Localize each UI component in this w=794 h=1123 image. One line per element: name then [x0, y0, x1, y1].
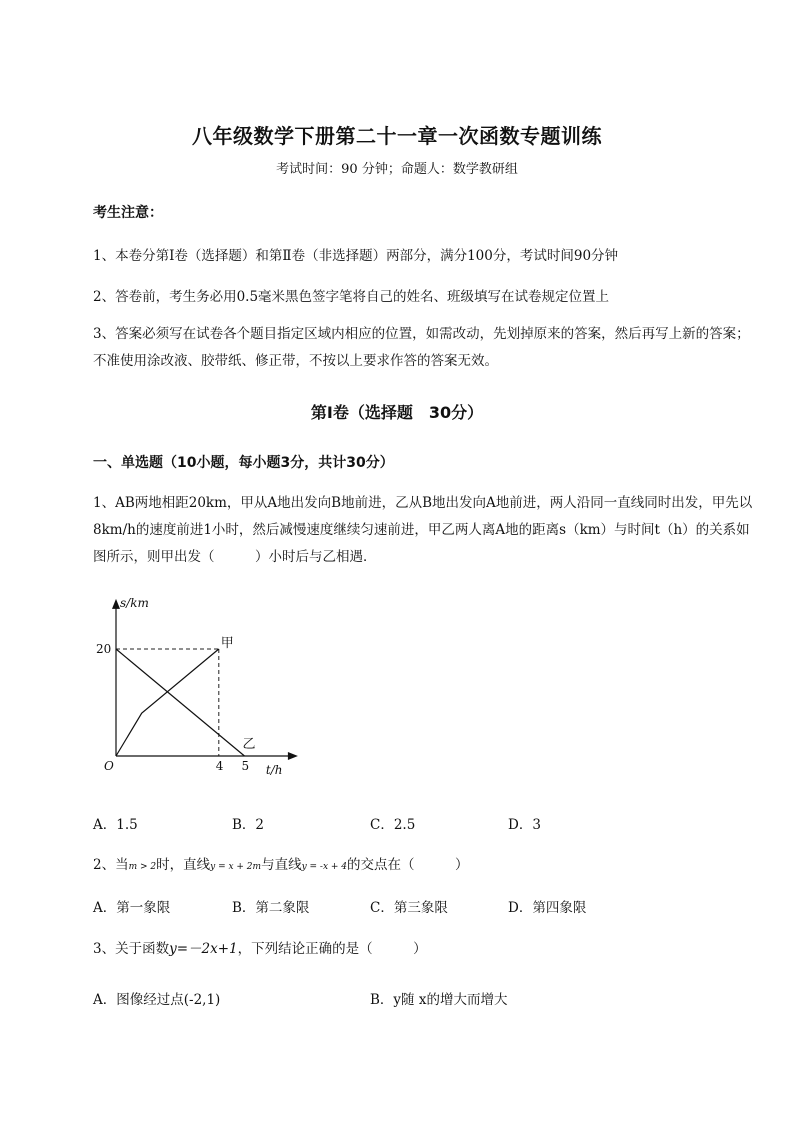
- q2-option-c: C．第三象限: [370, 900, 448, 916]
- q3-suffix: ，下列结论正确的是（ ）: [237, 941, 427, 957]
- q2-option-a: A．第一象限: [93, 900, 171, 916]
- question-1-text: 1、AB两地相距20km，甲从A地出发向B地前进，乙从B地出发向A地前进，两人沿同一直线同时出发，甲先以8km/h的速度前进1小时，然后减慢速度继续匀速前进，甲乙两人离A地的距离s（km）与时间t（h）的关系如图所示，则甲出发（ ）小时后与乙相遇．: [93, 495, 753, 565]
- series-line-2: [116, 649, 245, 756]
- origin-label: O: [104, 759, 114, 773]
- q2-prefix: 2、当: [93, 857, 129, 873]
- q3-option-b: B．y随 x的增大而增大: [370, 992, 508, 1008]
- y-axis-arrow: [112, 599, 120, 609]
- q1-option-a: A．1.5: [93, 817, 138, 833]
- q1-option-d: D．3: [508, 817, 541, 833]
- q2-mid2: 与直线: [261, 857, 302, 873]
- page-title: 八年级数学下册第二十一章一次函数专题训练: [192, 124, 602, 148]
- q1-option-c: C．2.5: [370, 817, 416, 833]
- q2-option-b: B．第二象限: [232, 900, 310, 916]
- notice-item-1: 1、本卷分第Ⅰ卷（选择题）和第Ⅱ卷（非选择题）两部分，满分100分，考试时间90分钟: [93, 248, 619, 264]
- section-title: 第Ⅰ卷（选择题 30分）: [310, 403, 484, 422]
- q2-option-d: D．第四象限: [508, 900, 587, 916]
- x-axis-label: t/h: [265, 763, 283, 777]
- y-tick-label-20: 20: [96, 642, 112, 656]
- distance-time-chart: [88, 582, 318, 782]
- notice-item-2: 2、答卷前，考生务必用0.5毫米黑色签字笔将自己的姓名、班级填写在试卷规定位置上: [93, 289, 610, 305]
- y-axis-label: s/km: [120, 595, 149, 610]
- q1-option-b: B．2: [232, 817, 265, 833]
- q2-line2: y = -x + 4: [301, 862, 348, 872]
- notice-item-3: 3、答案必须写在试卷各个题目指定区域内相应的位置，如需改动，先划掉原来的答案，然后再写上新的答案；不准使用涂改液、胶带纸、修正带，不按以上要求作答的答案无效。: [93, 326, 750, 369]
- q2-line1: y = x + 2m: [210, 862, 262, 872]
- q2-mid1: 时，直线: [156, 857, 211, 873]
- q2-suffix: 的交点在（ ）: [347, 857, 469, 873]
- x-tick-label-4: 4: [215, 759, 224, 773]
- exam-subtitle: 考试时间：90 分钟；命题人：数学教研组: [276, 162, 518, 177]
- q3-function: y=－2x+1: [169, 941, 238, 957]
- q3-prefix: 3、关于函数: [93, 941, 170, 957]
- series-label-2: 乙: [242, 737, 256, 752]
- part-title: 一、单选题（10小题，每小题3分，共计30分）: [93, 455, 394, 471]
- question-3-text: [93, 937, 427, 957]
- x-tick-label-5: 5: [241, 759, 250, 773]
- series-line-1: [116, 649, 219, 756]
- q2-condition: m > 2: [128, 862, 157, 872]
- series-label-1: 甲: [220, 636, 234, 651]
- x-axis-arrow: [288, 752, 298, 760]
- q3-option-a: A．图像经过点(-2,1): [93, 992, 221, 1008]
- notice-heading: 考生注意：: [93, 205, 163, 221]
- question-2-text: [93, 853, 469, 873]
